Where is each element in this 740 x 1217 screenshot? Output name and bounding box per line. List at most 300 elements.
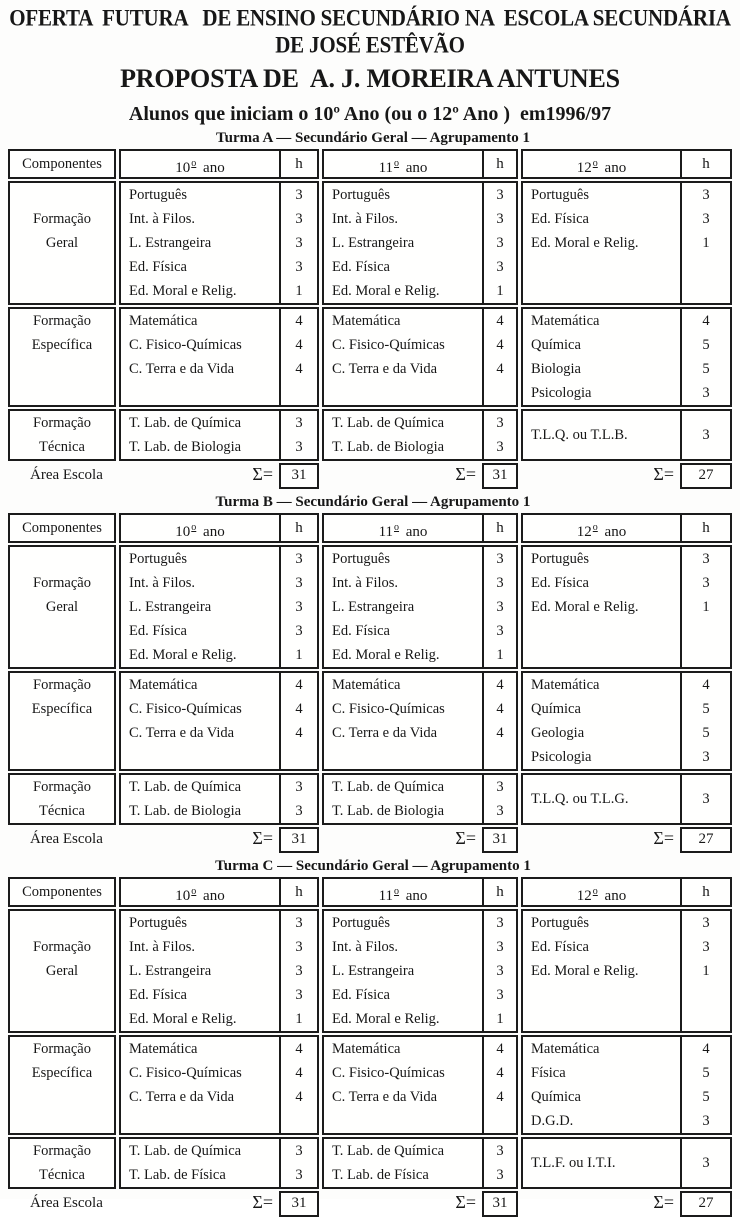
subject-row: [523, 279, 680, 303]
subject-row: [324, 381, 482, 405]
hours-row: 3: [295, 415, 303, 431]
turma-table: [8, 858, 740, 1217]
hours-row: 3: [496, 235, 504, 251]
hours-row: 3: [702, 211, 710, 227]
year-group-header: [322, 513, 518, 543]
hours-row: 3: [295, 963, 303, 979]
hours-header-cell: h: [496, 520, 504, 536]
hours-cell: [682, 547, 730, 667]
year-word: ano: [600, 524, 627, 540]
turma-table: [8, 494, 740, 853]
subject-row: Ed. Física: [129, 259, 187, 275]
components-header-cell: Componentes: [8, 877, 116, 907]
subject-row: Matemática: [129, 313, 198, 329]
hours-row: 5: [702, 1065, 710, 1081]
hours-cell: [484, 411, 516, 459]
year-ordinal: o: [191, 522, 197, 533]
subject-row: Ed. Moral e Relig.: [531, 963, 639, 979]
hours-row: 3: [496, 963, 504, 979]
hours-row: [484, 745, 516, 769]
subject-row: T. Lab. de Biologia: [129, 439, 242, 455]
subject-row: [121, 745, 279, 769]
merged-hours-cell: 3: [702, 426, 710, 443]
year-header-cell: [523, 879, 682, 905]
year-group: [119, 545, 319, 669]
hours-row: 3: [702, 385, 710, 401]
hours-row: [682, 279, 730, 303]
subject-cell: [324, 309, 484, 405]
year-ordinal: o: [394, 522, 400, 533]
year-word: ano: [402, 524, 428, 540]
subject-row: C. Terra e da Vida: [332, 725, 438, 741]
sum-row: [8, 827, 740, 853]
section-label-line: Geral: [45, 599, 79, 615]
document-header: [0, 0, 740, 126]
subject-row: Matemática: [332, 1041, 401, 1057]
sum-group: [521, 827, 732, 853]
subject-row: L. Estrangeira: [129, 599, 212, 615]
hours-row: 1: [295, 1011, 303, 1027]
subject-row: L. Estrangeira: [129, 963, 212, 979]
year-group: [322, 1137, 518, 1189]
hours-cell: [484, 673, 516, 769]
sum-value-box: 31: [279, 1191, 319, 1217]
hours-row: [682, 983, 730, 1007]
subject-row: Ed. Física: [332, 259, 390, 275]
sum-sigma: Σ=: [653, 1192, 674, 1212]
section-label-cell: [8, 1035, 116, 1135]
sum-group: [322, 463, 518, 489]
subject-row: T. Lab. de Química: [332, 415, 445, 431]
curriculum-tables: [0, 130, 740, 1217]
subject-cell: [121, 183, 281, 303]
year-header-cell: [324, 151, 484, 177]
section-label-cell: [8, 307, 116, 407]
year-ordinal: o: [592, 158, 598, 169]
subject-row: Matemática: [129, 677, 198, 693]
section-row: [8, 409, 740, 461]
year-ordinal: o: [592, 522, 598, 533]
section-row: [8, 909, 740, 1033]
year-number: 12: [576, 160, 592, 176]
hours-row: [682, 643, 730, 667]
sum-group: [521, 463, 732, 489]
hours-row: [281, 745, 317, 769]
hours-row: 4: [702, 313, 710, 329]
year-number: 12: [576, 524, 592, 540]
hours-row: 3: [702, 551, 710, 567]
sum-group: [521, 1191, 732, 1217]
hours-row: 3: [295, 259, 303, 275]
subject-row: Ed. Moral e Relig.: [531, 235, 639, 251]
hours-row: 1: [702, 963, 710, 979]
hours-row: 3: [295, 987, 303, 1003]
hours-row: 3: [295, 211, 303, 227]
hours-row: 3: [496, 1143, 504, 1159]
hours-cell: [281, 411, 317, 459]
subject-row: [523, 983, 680, 1007]
subject-cell: [523, 911, 682, 1031]
section-label-line: Formação: [33, 313, 91, 329]
sum-group: [119, 463, 319, 489]
sum-value-box: 27: [680, 1191, 732, 1217]
sum-row: [8, 1191, 740, 1217]
subject-cell: [121, 411, 281, 459]
year-ordinal: o: [191, 158, 197, 169]
section-label-line: Formação: [33, 211, 91, 227]
subject-cell: [121, 1037, 281, 1133]
hours-row: [682, 255, 730, 279]
section-label-line: Específica: [31, 337, 93, 353]
year-group: [521, 773, 732, 825]
table-title: Turma B — Secundário Geral — Agrupamento 1: [215, 494, 531, 510]
subject-row: Int. à Filos.: [332, 575, 399, 591]
subject-row: T. Lab. de Química: [129, 779, 242, 795]
subject-row: Ed. Moral e Relig.: [129, 1011, 237, 1027]
year-group: [521, 307, 732, 407]
subject-row: C. Terra e da Vida: [129, 361, 235, 377]
hours-row: 4: [295, 1065, 303, 1081]
section-label-cell: [8, 773, 116, 825]
hours-row: 1: [295, 283, 303, 299]
year-word: ano: [600, 888, 627, 904]
subject-cell: [523, 673, 682, 769]
hours-row: 4: [295, 337, 303, 353]
hours-row: 4: [702, 677, 710, 693]
hours-cell: [281, 547, 317, 667]
subject-row: C. Fisico-Químicas: [332, 701, 445, 717]
year-word: ano: [199, 888, 225, 904]
subject-row: D.G.D.: [531, 1113, 574, 1129]
section-label-cell: [8, 1137, 116, 1189]
hours-row: 5: [702, 361, 710, 377]
section-label-line: Específica: [31, 1065, 93, 1081]
year-ordinal: o: [394, 886, 400, 897]
hours-row: 4: [496, 701, 504, 717]
subject-row: [523, 643, 680, 667]
hours-row: 3: [496, 551, 504, 567]
hours-row: 1: [702, 235, 710, 251]
subject-row: Matemática: [129, 1041, 198, 1057]
document-subtitle: Alunos que iniciam o 10º Ano (ou o 12º Ano ) em1996/97: [128, 103, 612, 125]
hours-header-cell: h: [702, 520, 710, 536]
year-word: ano: [402, 888, 428, 904]
section-row: [8, 307, 740, 407]
hours-row: [281, 1109, 317, 1133]
sum-value-box: 31: [482, 827, 518, 853]
subject-row: Ed. Moral e Relig.: [129, 647, 237, 663]
hours-row: [682, 1007, 730, 1031]
subject-cell: [523, 1037, 682, 1133]
year-group: [119, 307, 319, 407]
subject-row: T. Lab. de Química: [129, 415, 242, 431]
table-header-row: [8, 877, 740, 907]
sum-group: [119, 1191, 319, 1217]
subject-cell: [324, 673, 484, 769]
sum-value-box: 31: [482, 463, 518, 489]
hours-header-cell: h: [702, 884, 710, 900]
hours-row: 3: [496, 439, 504, 455]
subject-row: Ed. Moral e Relig.: [332, 647, 440, 663]
hours-header-cell: h: [295, 520, 303, 536]
year-header-cell: [324, 515, 484, 541]
section-label-line: Formação: [33, 939, 91, 955]
table-header-row: [8, 149, 740, 179]
subject-row: Int. à Filos.: [129, 575, 196, 591]
hours-row: 3: [295, 803, 303, 819]
subject-row: Português: [129, 915, 187, 931]
hours-row: 3: [702, 939, 710, 955]
hours-row: [484, 1109, 516, 1133]
sum-value-box: 27: [680, 463, 732, 489]
year-group-header: [521, 149, 732, 179]
sum-sigma: Σ=: [653, 828, 674, 848]
year-word: ano: [199, 524, 225, 540]
subject-row: Ed. Moral e Relig.: [332, 1011, 440, 1027]
year-group: [119, 909, 319, 1033]
hours-row: 1: [295, 647, 303, 663]
hours-row: 4: [295, 313, 303, 329]
hours-row: 3: [496, 575, 504, 591]
section-label-line: Geral: [45, 235, 79, 251]
section-label-cell: [8, 545, 116, 669]
year-number: 11: [378, 888, 394, 904]
subject-row: Ed. Moral e Relig.: [531, 599, 639, 615]
section-row: [8, 1137, 740, 1189]
section-row: [8, 773, 740, 825]
document-title-line1: OFERTA FUTURA DE ENSINO SECUNDÁRIO NA ESCOLA SECUNDÁRIA DE JOSÉ ESTÊVÃO: [9, 4, 736, 58]
section-label-cell: [8, 909, 116, 1033]
hours-row: 3: [295, 187, 303, 203]
subject-row: C. Fisico-Químicas: [332, 337, 445, 353]
subject-row: Matemática: [531, 1041, 600, 1057]
hours-row: 4: [295, 677, 303, 693]
sum-value-box: 31: [279, 463, 319, 489]
subject-row: Química: [531, 337, 581, 353]
subject-row: Matemática: [531, 677, 600, 693]
section-label-cell: [8, 181, 116, 305]
hours-row: 3: [496, 187, 504, 203]
hours-cell: [682, 183, 730, 303]
hours-row: 3: [496, 1167, 504, 1183]
section-label-line: Geral: [45, 963, 79, 979]
merged-subject-cell: T.L.Q. ou T.L.G.: [523, 775, 682, 823]
hours-header-cell: h: [496, 884, 504, 900]
subject-row: Ed. Física: [332, 987, 390, 1003]
subject-row: Psicologia: [531, 749, 592, 765]
subject-row: [121, 1109, 279, 1133]
subject-row: Português: [531, 915, 589, 931]
section-label-line: Formação: [33, 1143, 91, 1159]
year-word: ano: [600, 160, 627, 176]
hours-header-cell: h: [496, 156, 504, 172]
hours-row: 3: [295, 599, 303, 615]
section-label-cell: [8, 409, 116, 461]
hours-row: 4: [496, 1041, 504, 1057]
year-word: ano: [402, 160, 428, 176]
hours-row: [281, 381, 317, 405]
subject-cell: [523, 309, 682, 405]
hours-row: 1: [702, 599, 710, 615]
subject-row: C. Fisico-Químicas: [129, 701, 242, 717]
year-ordinal: o: [592, 886, 598, 897]
area-escola-label: Área Escola: [30, 467, 103, 483]
section-label-line: Específica: [31, 701, 93, 717]
sum-sigma: Σ=: [252, 1192, 273, 1212]
year-group-header: [322, 877, 518, 907]
year-group-header: [322, 149, 518, 179]
year-group-header: [119, 513, 319, 543]
subject-cell: [121, 911, 281, 1031]
sum-value-box: 27: [680, 827, 732, 853]
subject-cell: [121, 673, 281, 769]
subject-cell: [121, 547, 281, 667]
subject-row: C. Terra e da Vida: [332, 361, 438, 377]
subject-row: Int. à Filos.: [332, 939, 399, 955]
year-word: ano: [199, 160, 225, 176]
year-number: 10: [175, 888, 191, 904]
subject-cell: [324, 1139, 484, 1187]
subject-row: [523, 1007, 680, 1031]
year-header-cell: [121, 515, 281, 541]
table-header-row: [8, 513, 740, 543]
subject-row: T. Lab. de Biologia: [332, 803, 445, 819]
year-group: [322, 909, 518, 1033]
subject-row: Português: [129, 187, 187, 203]
hours-row: 1: [496, 1011, 504, 1027]
hours-cell: [484, 547, 516, 667]
year-group: [521, 409, 732, 461]
hours-row: 4: [295, 361, 303, 377]
hours-row: 3: [496, 779, 504, 795]
year-group: [521, 1035, 732, 1135]
year-group: [119, 671, 319, 771]
subject-row: T. Lab. de Biologia: [332, 439, 445, 455]
subject-row: T. Lab. de Física: [129, 1167, 226, 1183]
sum-sigma: Σ=: [252, 828, 273, 848]
year-group: [322, 307, 518, 407]
sum-group: [322, 827, 518, 853]
hours-row: 5: [702, 725, 710, 741]
subject-row: T. Lab. de Química: [332, 779, 445, 795]
hours-cell: [281, 1139, 317, 1187]
subject-cell: [324, 1037, 484, 1133]
hours-row: 1: [496, 283, 504, 299]
hours-row: 3: [496, 599, 504, 615]
hours-header-cell: h: [295, 156, 303, 172]
hours-row: 3: [295, 235, 303, 251]
hours-cell: [281, 1037, 317, 1133]
year-group: [521, 181, 732, 305]
area-escola-label: Área Escola: [30, 1195, 103, 1211]
year-group: [322, 773, 518, 825]
hours-row: 4: [295, 701, 303, 717]
year-number: 10: [175, 524, 191, 540]
subject-row: Português: [129, 551, 187, 567]
subject-row: Ed. Física: [531, 575, 589, 591]
subject-row: Ed. Moral e Relig.: [332, 283, 440, 299]
section-label-line: Técnica: [39, 1167, 85, 1183]
subject-row: L. Estrangeira: [129, 235, 212, 251]
year-group: [521, 671, 732, 771]
merged-subject-cell: T.L.Q. ou T.L.B.: [523, 411, 682, 459]
year-number: 11: [378, 524, 394, 540]
hours-row: 3: [496, 211, 504, 227]
year-header-cell: [121, 879, 281, 905]
sum-row: [8, 463, 740, 489]
subject-row: Biologia: [531, 361, 581, 377]
section-label-line: Formação: [33, 575, 91, 591]
year-header-cell: [324, 879, 484, 905]
hours-row: 3: [702, 187, 710, 203]
sum-sigma: Σ=: [252, 464, 273, 484]
hours-cell: [484, 309, 516, 405]
subject-row: Int. à Filos.: [129, 939, 196, 955]
subject-row: C. Terra e da Vida: [129, 1089, 235, 1105]
hours-row: 5: [702, 1089, 710, 1105]
hours-row: 3: [702, 575, 710, 591]
hours-row: [682, 619, 730, 643]
subject-row: L. Estrangeira: [332, 235, 415, 251]
hours-row: 3: [295, 1143, 303, 1159]
subject-row: Matemática: [332, 677, 401, 693]
hours-row: 4: [702, 1041, 710, 1057]
hours-cell: [682, 1037, 730, 1133]
year-group-header: [521, 877, 732, 907]
subject-row: T. Lab. de Física: [332, 1167, 429, 1183]
hours-row: 4: [496, 337, 504, 353]
subject-row: L. Estrangeira: [332, 599, 415, 615]
hours-cell: [281, 911, 317, 1031]
area-escola-label: Área Escola: [30, 831, 103, 847]
subject-row: Ed. Física: [531, 211, 589, 227]
subject-row: Matemática: [332, 313, 401, 329]
subject-cell: [523, 183, 682, 303]
hours-row: 3: [496, 259, 504, 275]
section-row: [8, 1035, 740, 1135]
sum-sigma: Σ=: [455, 464, 476, 484]
year-ordinal: o: [191, 886, 197, 897]
subject-cell: [324, 183, 484, 303]
hours-row: 3: [702, 749, 710, 765]
hours-cell: [281, 183, 317, 303]
subject-row: [324, 745, 482, 769]
subject-row: Português: [332, 187, 390, 203]
year-number: 10: [175, 160, 191, 176]
subject-row: Física: [531, 1065, 566, 1081]
year-ordinal: o: [394, 158, 400, 169]
section-row: [8, 181, 740, 305]
year-group-header: [119, 877, 319, 907]
hours-row: 3: [295, 575, 303, 591]
hours-row: 4: [295, 725, 303, 741]
hours-row: 3: [702, 915, 710, 931]
section-label-cell: [8, 671, 116, 771]
sum-sigma: Σ=: [653, 464, 674, 484]
hours-cell: [484, 911, 516, 1031]
subject-row: Psicologia: [531, 385, 592, 401]
subject-row: Ed. Moral e Relig.: [129, 283, 237, 299]
section-label-line: Formação: [33, 415, 91, 431]
merged-hours-cell: 3: [702, 1154, 710, 1171]
year-group: [119, 1035, 319, 1135]
sum-value-box: 31: [279, 827, 319, 853]
hours-row: 3: [496, 939, 504, 955]
document-title-line2: PROPOSTA DE A. J. MOREIRA ANTUNES: [120, 64, 620, 93]
year-group-header: [521, 513, 732, 543]
hours-row: 5: [702, 701, 710, 717]
hours-row: 3: [295, 939, 303, 955]
